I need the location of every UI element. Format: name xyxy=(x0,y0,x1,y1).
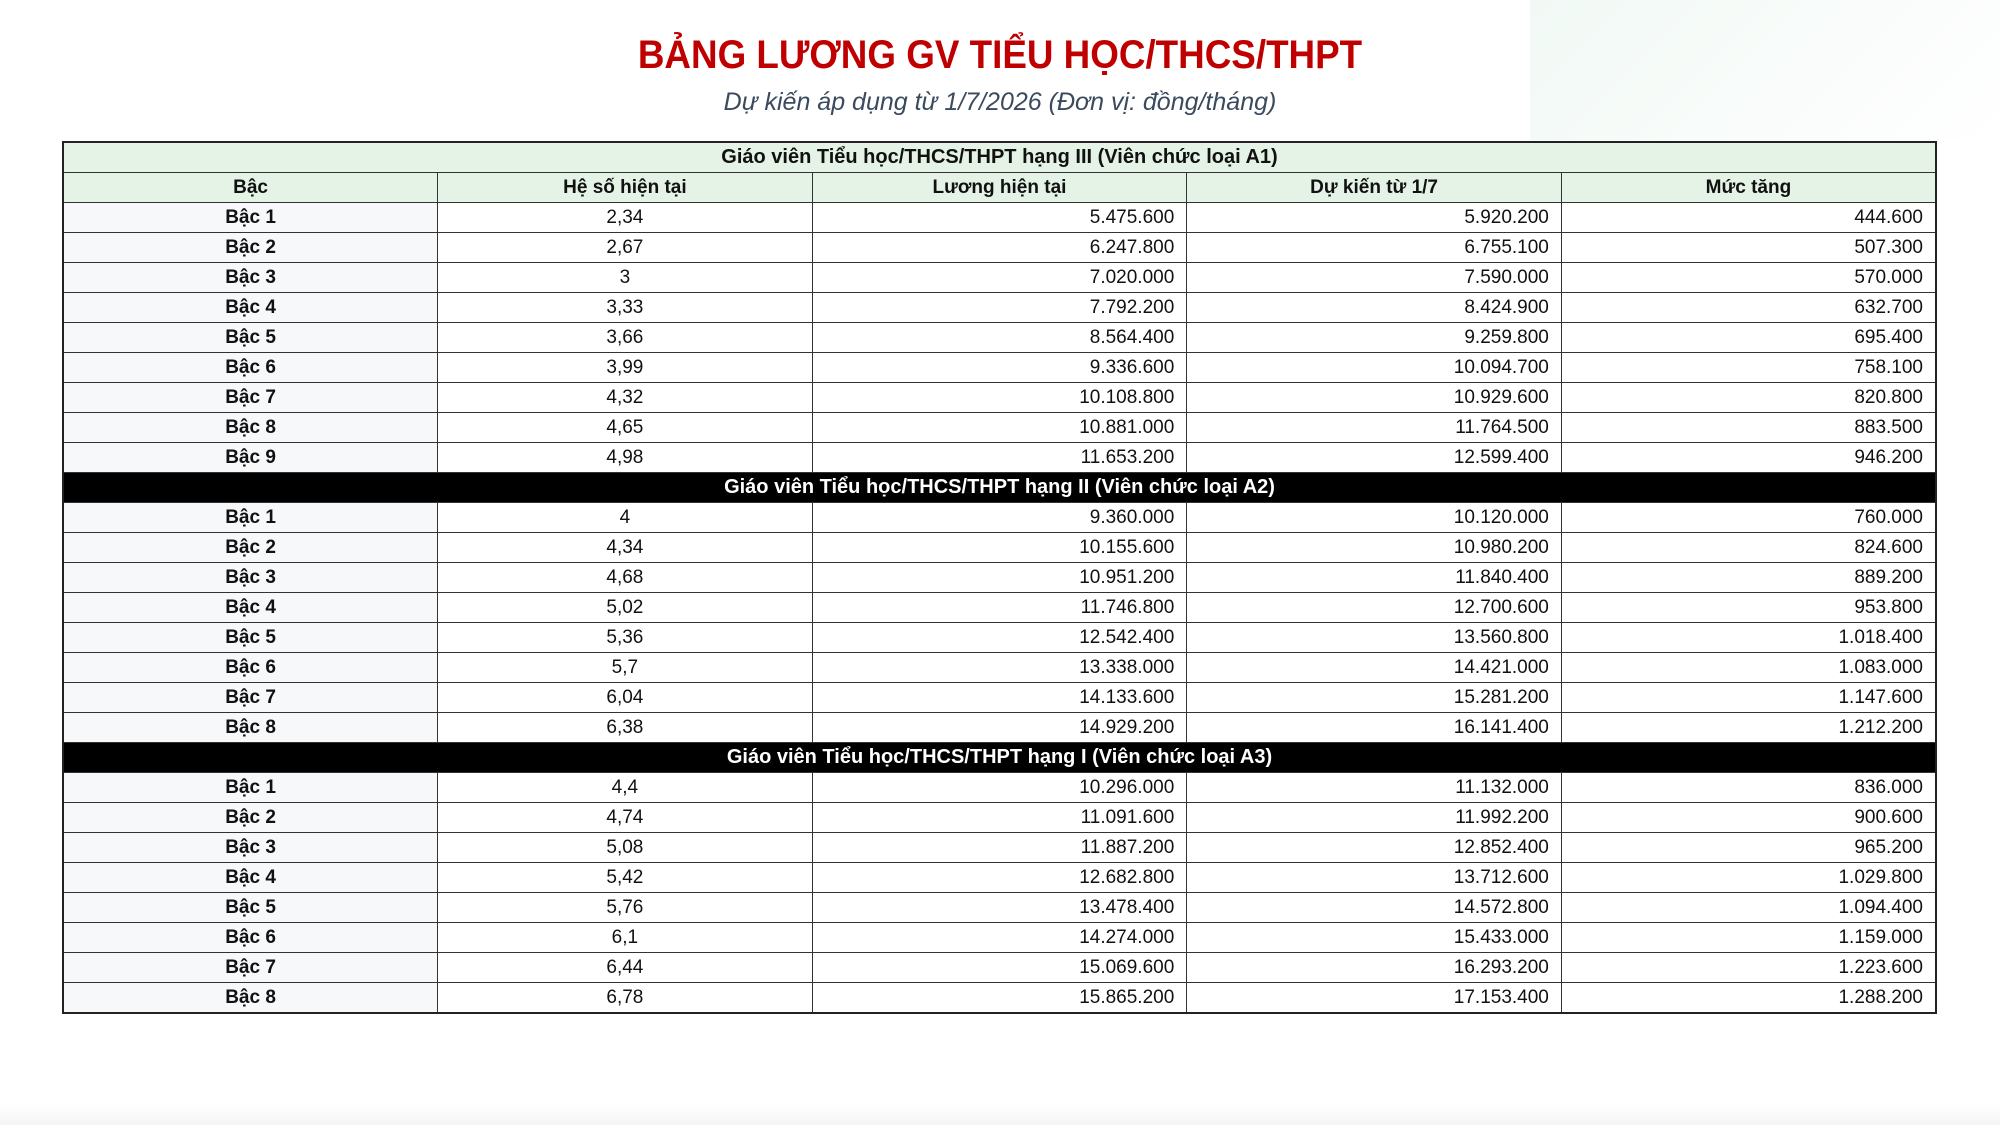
cell-luong-hien-tai: 10.296.000 xyxy=(812,773,1187,803)
salary-table-body xyxy=(63,142,1936,1013)
cell-muc-tang: 820.800 xyxy=(1561,383,1936,413)
salary-table xyxy=(62,141,1937,1014)
cell-luong-hien-tai: 14.133.600 xyxy=(812,683,1187,713)
cell-he-so: 6,04 xyxy=(438,683,813,713)
cell-du-kien: 10.929.600 xyxy=(1187,383,1562,413)
cell-luong-hien-tai: 14.929.200 xyxy=(812,713,1187,743)
column-header-he-so: Hệ số hiện tại xyxy=(438,173,813,203)
cell-du-kien: 11.764.500 xyxy=(1187,413,1562,443)
cell-muc-tang: 1.094.400 xyxy=(1561,893,1936,923)
cell-luong-hien-tai: 12.682.800 xyxy=(812,863,1187,893)
cell-he-so: 3,66 xyxy=(438,323,813,353)
cell-he-so: 3,33 xyxy=(438,293,813,323)
cell-he-so: 3,99 xyxy=(438,353,813,383)
cell-muc-tang: 444.600 xyxy=(1561,203,1936,233)
cell-he-so: 5,02 xyxy=(438,593,813,623)
table-row xyxy=(63,203,1936,233)
table-row xyxy=(63,353,1936,383)
cell-muc-tang: 965.200 xyxy=(1561,833,1936,863)
table-row xyxy=(63,263,1936,293)
cell-muc-tang: 900.600 xyxy=(1561,803,1936,833)
cell-du-kien: 15.281.200 xyxy=(1187,683,1562,713)
cell-muc-tang: 1.083.000 xyxy=(1561,653,1936,683)
cell-luong-hien-tai: 12.542.400 xyxy=(812,623,1187,653)
cell-luong-hien-tai: 10.951.200 xyxy=(812,563,1187,593)
table-row xyxy=(63,923,1936,953)
cell-muc-tang: 1.212.200 xyxy=(1561,713,1936,743)
table-row xyxy=(63,563,1936,593)
table-row xyxy=(63,683,1936,713)
cell-he-so: 6,1 xyxy=(438,923,813,953)
cell-luong-hien-tai: 15.069.600 xyxy=(812,953,1187,983)
cell-bac: Bậc 1 xyxy=(63,773,438,803)
cell-muc-tang: 1.029.800 xyxy=(1561,863,1936,893)
table-row xyxy=(63,503,1936,533)
section-title: Giáo viên Tiểu học/THCS/THPT hạng II (Viên chức loại A2) xyxy=(63,473,1936,503)
cell-bac: Bậc 7 xyxy=(63,383,438,413)
table-row xyxy=(63,773,1936,803)
cell-luong-hien-tai: 8.564.400 xyxy=(812,323,1187,353)
cell-muc-tang: 836.000 xyxy=(1561,773,1936,803)
page-title: BẢNG LƯƠNG GV TIỂU HỌC/THCS/THPT xyxy=(637,33,1363,77)
section-title: Giáo viên Tiểu học/THCS/THPT hạng III (Viên chức loại A1) xyxy=(63,142,1936,173)
cell-bac: Bậc 4 xyxy=(63,593,438,623)
table-row xyxy=(63,323,1936,353)
section-title-row xyxy=(63,743,1936,773)
cell-bac: Bậc 3 xyxy=(63,833,438,863)
cell-luong-hien-tai: 7.792.200 xyxy=(812,293,1187,323)
cell-du-kien: 5.920.200 xyxy=(1187,203,1562,233)
cell-he-so: 4,98 xyxy=(438,443,813,473)
cell-du-kien: 16.141.400 xyxy=(1187,713,1562,743)
cell-he-so: 4,65 xyxy=(438,413,813,443)
cell-muc-tang: 1.223.600 xyxy=(1561,953,1936,983)
cell-bac: Bậc 5 xyxy=(63,323,438,353)
cell-luong-hien-tai: 10.881.000 xyxy=(812,413,1187,443)
table-row xyxy=(63,863,1936,893)
cell-du-kien: 12.852.400 xyxy=(1187,833,1562,863)
cell-du-kien: 12.599.400 xyxy=(1187,443,1562,473)
cell-bac: Bậc 8 xyxy=(63,413,438,443)
cell-bac: Bậc 1 xyxy=(63,503,438,533)
cell-du-kien: 10.094.700 xyxy=(1187,353,1562,383)
cell-muc-tang: 953.800 xyxy=(1561,593,1936,623)
cell-muc-tang: 946.200 xyxy=(1561,443,1936,473)
cell-he-so: 3 xyxy=(438,263,813,293)
cell-du-kien: 12.700.600 xyxy=(1187,593,1562,623)
cell-he-so: 5,36 xyxy=(438,623,813,653)
cell-bac: Bậc 1 xyxy=(63,203,438,233)
cell-bac: Bậc 6 xyxy=(63,923,438,953)
table-row xyxy=(63,593,1936,623)
cell-muc-tang: 1.018.400 xyxy=(1561,623,1936,653)
section-title: Giáo viên Tiểu học/THCS/THPT hạng I (Viên chức loại A3) xyxy=(63,743,1936,773)
cell-he-so: 4,4 xyxy=(438,773,813,803)
page-subtitle: Dự kiến áp dụng từ 1/7/2026 (Đơn vị: đồng/tháng) xyxy=(723,88,1277,116)
cell-he-so: 2,67 xyxy=(438,233,813,263)
table-row xyxy=(63,803,1936,833)
cell-luong-hien-tai: 6.247.800 xyxy=(812,233,1187,263)
cell-bac: Bậc 8 xyxy=(63,713,438,743)
cell-luong-hien-tai: 13.478.400 xyxy=(812,893,1187,923)
cell-bac: Bậc 2 xyxy=(63,533,438,563)
cell-muc-tang: 760.000 xyxy=(1561,503,1936,533)
section-title-row xyxy=(63,142,1936,173)
cell-du-kien: 14.572.800 xyxy=(1187,893,1562,923)
table-row xyxy=(63,893,1936,923)
cell-bac: Bậc 4 xyxy=(63,293,438,323)
cell-he-so: 4,32 xyxy=(438,383,813,413)
column-header-bac: Bậc xyxy=(63,173,438,203)
table-row xyxy=(63,653,1936,683)
cell-du-kien: 14.421.000 xyxy=(1187,653,1562,683)
cell-muc-tang: 507.300 xyxy=(1561,233,1936,263)
cell-muc-tang: 1.159.000 xyxy=(1561,923,1936,953)
cell-du-kien: 11.992.200 xyxy=(1187,803,1562,833)
cell-bac: Bậc 7 xyxy=(63,683,438,713)
cell-bac: Bậc 3 xyxy=(63,263,438,293)
table-row xyxy=(63,623,1936,653)
cell-muc-tang: 758.100 xyxy=(1561,353,1936,383)
cell-luong-hien-tai: 11.091.600 xyxy=(812,803,1187,833)
cell-muc-tang: 695.400 xyxy=(1561,323,1936,353)
cell-du-kien: 17.153.400 xyxy=(1187,983,1562,1014)
column-header-muc-tang: Mức tăng xyxy=(1561,173,1936,203)
section-title-row xyxy=(63,473,1936,503)
cell-he-so: 5,42 xyxy=(438,863,813,893)
cell-luong-hien-tai: 13.338.000 xyxy=(812,653,1187,683)
table-row xyxy=(63,413,1936,443)
cell-luong-hien-tai: 10.155.600 xyxy=(812,533,1187,563)
cell-he-so: 4,34 xyxy=(438,533,813,563)
page-header xyxy=(0,0,2000,118)
cell-bac: Bậc 3 xyxy=(63,563,438,593)
cell-luong-hien-tai: 9.336.600 xyxy=(812,353,1187,383)
cell-du-kien: 13.712.600 xyxy=(1187,863,1562,893)
bottom-shade xyxy=(0,1105,2000,1125)
cell-du-kien: 10.980.200 xyxy=(1187,533,1562,563)
cell-bac: Bậc 4 xyxy=(63,863,438,893)
cell-du-kien: 11.840.400 xyxy=(1187,563,1562,593)
cell-he-so: 6,38 xyxy=(438,713,813,743)
table-row xyxy=(63,983,1936,1014)
table-row xyxy=(63,533,1936,563)
cell-muc-tang: 1.288.200 xyxy=(1561,983,1936,1014)
cell-du-kien: 15.433.000 xyxy=(1187,923,1562,953)
cell-bac: Bậc 2 xyxy=(63,233,438,263)
table-row xyxy=(63,833,1936,863)
cell-luong-hien-tai: 9.360.000 xyxy=(812,503,1187,533)
column-header-du-kien: Dự kiến từ 1/7 xyxy=(1187,173,1562,203)
cell-bac: Bậc 9 xyxy=(63,443,438,473)
table-row xyxy=(63,233,1936,263)
cell-muc-tang: 1.147.600 xyxy=(1561,683,1936,713)
cell-bac: Bậc 6 xyxy=(63,653,438,683)
cell-du-kien: 11.132.000 xyxy=(1187,773,1562,803)
cell-du-kien: 9.259.800 xyxy=(1187,323,1562,353)
cell-luong-hien-tai: 5.475.600 xyxy=(812,203,1187,233)
cell-he-so: 5,7 xyxy=(438,653,813,683)
cell-luong-hien-tai: 11.887.200 xyxy=(812,833,1187,863)
table-row xyxy=(63,383,1936,413)
cell-muc-tang: 570.000 xyxy=(1561,263,1936,293)
cell-luong-hien-tai: 11.746.800 xyxy=(812,593,1187,623)
cell-luong-hien-tai: 15.865.200 xyxy=(812,983,1187,1014)
cell-bac: Bậc 8 xyxy=(63,983,438,1014)
cell-bac: Bậc 2 xyxy=(63,803,438,833)
cell-du-kien: 16.293.200 xyxy=(1187,953,1562,983)
cell-he-so: 6,78 xyxy=(438,983,813,1014)
cell-muc-tang: 883.500 xyxy=(1561,413,1936,443)
table-row xyxy=(63,953,1936,983)
cell-luong-hien-tai: 10.108.800 xyxy=(812,383,1187,413)
cell-du-kien: 13.560.800 xyxy=(1187,623,1562,653)
cell-muc-tang: 632.700 xyxy=(1561,293,1936,323)
cell-du-kien: 10.120.000 xyxy=(1187,503,1562,533)
cell-luong-hien-tai: 14.274.000 xyxy=(812,923,1187,953)
cell-bac: Bậc 5 xyxy=(63,623,438,653)
cell-he-so: 4,68 xyxy=(438,563,813,593)
cell-bac: Bậc 7 xyxy=(63,953,438,983)
cell-he-so: 5,08 xyxy=(438,833,813,863)
cell-he-so: 4 xyxy=(438,503,813,533)
cell-bac: Bậc 6 xyxy=(63,353,438,383)
column-header-row xyxy=(63,173,1936,203)
column-header-luong-hien-tai: Lương hiện tại xyxy=(812,173,1187,203)
cell-luong-hien-tai: 11.653.200 xyxy=(812,443,1187,473)
cell-muc-tang: 889.200 xyxy=(1561,563,1936,593)
cell-he-so: 2,34 xyxy=(438,203,813,233)
cell-du-kien: 6.755.100 xyxy=(1187,233,1562,263)
table-row xyxy=(63,713,1936,743)
cell-luong-hien-tai: 7.020.000 xyxy=(812,263,1187,293)
cell-bac: Bậc 5 xyxy=(63,893,438,923)
cell-he-so: 6,44 xyxy=(438,953,813,983)
cell-du-kien: 7.590.000 xyxy=(1187,263,1562,293)
cell-he-so: 5,76 xyxy=(438,893,813,923)
cell-muc-tang: 824.600 xyxy=(1561,533,1936,563)
table-row xyxy=(63,293,1936,323)
table-row xyxy=(63,443,1936,473)
cell-he-so: 4,74 xyxy=(438,803,813,833)
cell-du-kien: 8.424.900 xyxy=(1187,293,1562,323)
